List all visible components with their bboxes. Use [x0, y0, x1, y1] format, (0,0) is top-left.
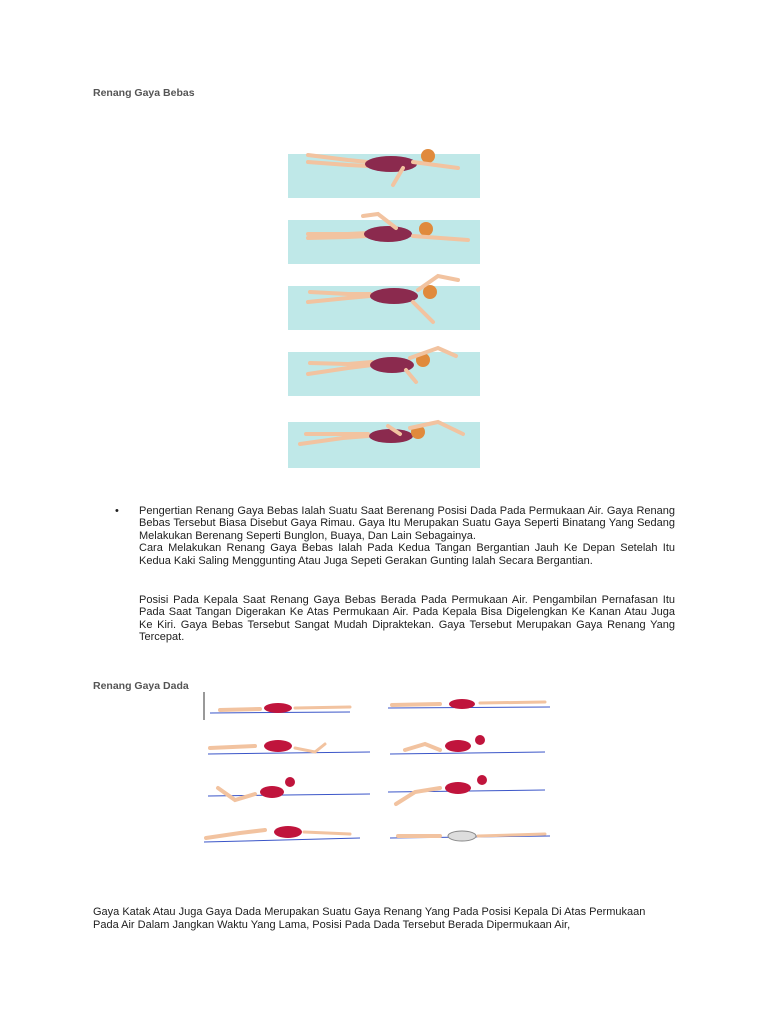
breaststroke-figure-4 [390, 735, 545, 754]
breaststroke-illustration [200, 688, 560, 858]
freestyle-panel-3 [288, 272, 480, 330]
heading-gaya-dada: Renang Gaya Dada [93, 680, 189, 692]
breaststroke-figure-5 [208, 777, 370, 800]
breaststroke-figure-1 [210, 703, 350, 713]
paragraph-pengertian [139, 505, 675, 567]
breaststroke-figure-6 [388, 775, 545, 804]
breaststroke-figure-3 [208, 740, 370, 754]
paragraph-posisi-kepala: Posisi Pada Kepala Saat Renang Gaya Bebas Berada Pada Permukaan Air. Pengambilan Pernafasan Itu Pada Saat Tangan Digerakan Ke Atas Permukaan Air. Pada Kepala Bisa Digelengkan Ke Kanan Atau Juga Ke Kiri. Gaya Bebas Tersebut Sangat Mudah Dipraktekan. Gaya Tersebut Merupakan Gaya Renang Yang Tercepat. [139, 594, 675, 644]
breaststroke-figure-8 [390, 831, 550, 841]
freestyle-panel-5 [288, 404, 480, 468]
freestyle-panel-4 [288, 338, 480, 396]
paragraph-gaya-katak: Gaya Katak Atau Juga Gaya Dada Merupakan Suatu Gaya Renang Yang Pada Posisi Kepala Di Atas Permukaan Pada Air Dalam Jangkan Waktu Yang Lama, Posisi Pada Dada Tersebut Berada Dipermukaan Air, [93, 906, 646, 931]
freestyle-panel-2 [288, 206, 480, 264]
freestyle-illustration [288, 140, 480, 470]
bullet-marker: • [115, 505, 119, 517]
paragraph-pengertian-line: Pengertian Renang Gaya Bebas Ialah Suatu Saat Berenang Posisi Dada Pada Permukaan Air. Gaya Renang Bebas Tersebut Biasa Disebut Gaya Rimau. Gaya Itu Merupakan Suatu Gaya Seperti Binatang Yang Sedang Melakukan Berenang Seperti Bunglon, Buaya, Dan Lain Sebagainya. [139, 505, 675, 542]
heading-gaya-bebas: Renang Gaya Bebas [93, 87, 195, 99]
paragraph-cara-melakukan: Cara Melakukan Renang Gaya Bebas Ialah Pada Kedua Tangan Bergantian Jauh Ke Depan Setelah Itu Kedua Kaki Saling Menggunting Atau Juga Sepeti Gerakan Gunting Ialah Secara Bergantian. [139, 542, 675, 567]
breaststroke-figure-2 [388, 699, 550, 709]
freestyle-panel-1 [288, 140, 480, 198]
breaststroke-figure-7 [204, 826, 360, 842]
